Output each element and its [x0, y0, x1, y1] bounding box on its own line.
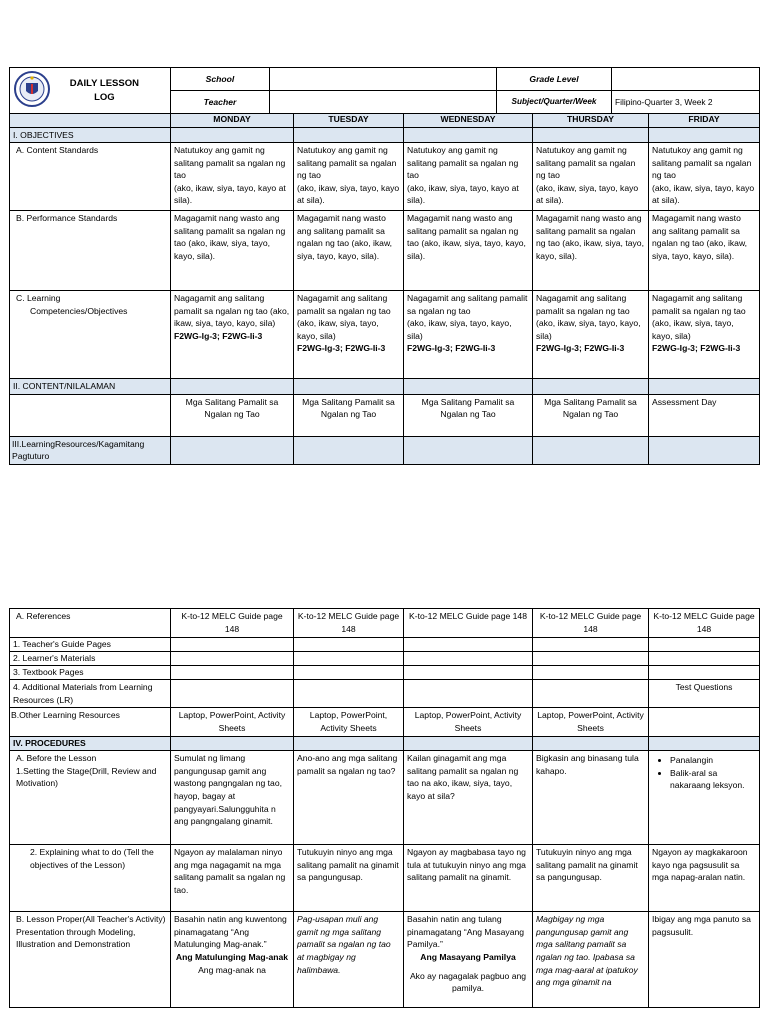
dll-header-table: [9, 67, 760, 114]
competency-code: F2WG-Ig-3; F2WG-Ii-3: [297, 343, 386, 354]
additional-materials-friday: Test Questions: [649, 680, 760, 708]
content-friday: Assessment Day: [649, 394, 760, 436]
story-title: Ang Matulunging Mag-anak: [175, 951, 289, 962]
lesson-proper-friday: Ibigay ang mga panuto sa pagsusulit.: [649, 912, 760, 1008]
content-heading: II. CONTENT/NILALAMAN: [10, 379, 171, 395]
textbook-pages-label: 3. Textbook Pages: [10, 666, 171, 680]
other-resources-tuesday: Laptop, PowerPoint, Activity Sheets: [294, 708, 404, 737]
list-item: • Balik-aral sa nakaraang leksyon.: [670, 767, 756, 792]
lesson-proper-thursday: Magbigay ng mga pangungusap gamit ang mga salitang pamalit sa ngalan ng tao. Ipabasa sa mga mag-aaral at ipatukoy ang mga ginamit na: [533, 912, 649, 1008]
content-wednesday: Mga Salitang Pamalit sa Ngalan ng Tao: [404, 394, 533, 436]
learning-resources-heading: III.LearningResources/Kagamitang Pagtuturo: [10, 436, 171, 464]
competency-friday: Nagagamit ang salitang pamalit sa ngalan ng tao (ako, ikaw, siya, tayo, kayo, sila) F2WG-Ig-3; F2WG-Ii-3: [649, 291, 760, 379]
competency-code: F2WG-Ig-3; F2WG-Ii-3: [174, 330, 263, 341]
performance-standards-tuesday: Magagamit nang wasto ang salitang pamalit sa ngalan ng tao (ako, ikaw, siya, tayo, kayo, sila).: [294, 211, 404, 291]
procedures-heading: IV. PROCEDURES: [10, 737, 171, 751]
learning-competencies-label-line1: C. Learning: [16, 293, 61, 303]
performance-standards-friday: Magagamit nang wasto ang salitang pamalit sa ngalan ng tao (ako, ikaw, siya, tayo, kayo, sila).: [649, 211, 760, 291]
references-tuesday: K-to-12 MELC Guide page 148: [294, 609, 404, 638]
competency-thursday: Nagagamit ang salitang pamalit sa ngalan ng tao (ako, ikaw, siya, tayo, kayo, sila) F2WG-Ig-3; F2WG-Ii-3: [533, 291, 649, 379]
references-thursday: K-to-12 MELC Guide page 148: [533, 609, 649, 638]
before-lesson-thursday: Bigkasin ang binasang tula kahapo.: [533, 751, 649, 845]
content-standards-wednesday: Natutukoy ang gamit ng salitang pamalit sa ngalan ng tao (ako, ikaw, siya, tayo, kayo at sila).: [404, 143, 533, 211]
explaining-thursday: Tutukuyin ninyo ang mga salitang pamalit na ginamit sa pangungusap.: [533, 845, 649, 912]
teacher-value[interactable]: [270, 91, 497, 114]
other-resources-label: B.Other Learning Resources: [10, 708, 171, 737]
content-standards-label: A. Content Standards: [10, 143, 171, 211]
additional-materials-label: 4. Additional Materials from Learning Resources (LR): [10, 680, 171, 708]
explaining-wednesday: Ngayon ay magbabasa tayo ng tula at tutukuyin ninyo ang mga salitang pamalit na ginamit.: [404, 845, 533, 912]
day-friday: FRIDAY: [649, 114, 760, 128]
subject-value[interactable]: Filipino-Quarter 3, Week 2: [612, 91, 760, 114]
content-standards-thursday: Natutukoy ang gamit ng salitang pamalit sa ngalan ng tao (ako, ikaw, siya, tayo, kayo at sila).: [533, 143, 649, 211]
references-friday: K-to-12 MELC Guide page 148: [649, 609, 760, 638]
content-thursday: Mga Salitang Pamalit sa Ngalan ng Tao: [533, 394, 649, 436]
before-lesson-tuesday: Ano-ano ang mga salitang pamalit sa ngalan ng tao?: [294, 751, 404, 845]
dll-objectives-table: [9, 113, 760, 465]
other-resources-wednesday: Laptop, PowerPoint, Activity Sheets: [404, 708, 533, 737]
content-tuesday: Mga Salitang Pamalit sa Ngalan ng Tao: [294, 394, 404, 436]
grade-level-value[interactable]: [612, 68, 760, 91]
other-resources-monday: Laptop, PowerPoint, Activity Sheets: [171, 708, 294, 737]
performance-standards-monday: Magagamit nang wasto ang salitang pamalit sa ngalan ng tao (ako, ikaw, siya, tayo, kayo, sila).: [171, 211, 294, 291]
references-label: A. References: [10, 609, 171, 638]
logo-title-cell: [10, 68, 171, 114]
deped-seal-icon: [12, 70, 52, 112]
content-standards-monday: Natutukoy ang gamit ng salitang pamalit sa ngalan ng tao (ako, ikaw, siya, tayo, kayo at sila).: [171, 143, 294, 211]
explaining-monday: Ngayon ay malalaman ninyo ang mga nagagamit na mga salitang pamalit sa ngalan ng tao.: [171, 845, 294, 912]
content-standards-tuesday: Natutukoy ang gamit ng salitang pamalit sa ngalan ng tao (ako, ikaw, siya, tayo, kayo at sila).: [294, 143, 404, 211]
performance-standards-wednesday: Magagamit nang wasto ang salitang pamalit sa ngalan ng tao (ako, ikaw, siya, tayo, kayo, sila).: [404, 211, 533, 291]
before-lesson-friday: [649, 751, 760, 845]
competency-code: F2WG-Ig-3; F2WG-Ii-3: [536, 343, 625, 354]
school-value[interactable]: [270, 68, 497, 91]
content-monday: Mga Salitang Pamalit sa Ngalan ng Tao: [171, 394, 294, 436]
day-wednesday: WEDNESDAY: [404, 114, 533, 128]
performance-standards-label: B. Performance Standards: [10, 211, 171, 291]
other-resources-thursday: Laptop, PowerPoint, Activity Sheets: [533, 708, 649, 737]
day-thursday: THURSDAY: [533, 114, 649, 128]
dll-title-line1: DAILY LESSON: [69, 77, 139, 89]
competency-tuesday: Nagagamit ang salitang pamalit sa ngalan ng tao (ako, ikaw, siya, tayo, kayo, sila) F2WG-Ig-3; F2WG-Ii-3: [294, 291, 404, 379]
day-header-blank: [10, 114, 171, 128]
poem-title: Ang Masayang Pamilya: [420, 951, 516, 962]
list-item: • Panalangin: [670, 754, 756, 767]
competency-code: F2WG-Ig-3; F2WG-Ii-3: [652, 343, 741, 354]
learners-materials-label: 2. Learner's Materials: [10, 652, 171, 666]
subject-label: Subject/Quarter/Week: [497, 91, 612, 114]
dll-title-line2: LOG: [94, 91, 115, 103]
competency-monday: Nagagamit ang salitang pamalit sa ngalan ng tao (ako, ikaw, siya, tayo, kayo, sila) F2WG-Ig-3; F2WG-Ii-3: [171, 291, 294, 379]
teacher-label: Teacher: [171, 91, 270, 114]
lesson-proper-label: B. Lesson Proper(All Teacher's Activity) Presentation through Modeling, Illustration and Demonstration: [10, 912, 171, 1008]
explaining-label: 2. Explaining what to do (Tell the objectives of the Lesson): [10, 845, 171, 912]
references-wednesday: K-to-12 MELC Guide page 148: [404, 609, 533, 638]
before-lesson-monday: Sumulat ng limang pangungusap gamit ang wastong pangngalan ng tao, hayop, bagay at pangyayari.Salungguhita n ang pangngalang ginamit.: [171, 751, 294, 845]
lesson-proper-wednesday: Basahin natin ang tulang pinamagatang “Ang Masayang Pamilya.” Ang Masayang Pamilya Ako ay nagagalak pagbuo ang pamilya.: [404, 912, 533, 1008]
before-lesson-label: A. Before the Lesson 1.Setting the Stage(Drill, Review and Motivation): [10, 751, 171, 845]
before-lesson-wednesday: Kailan ginagamit ang mga salitang pamalit sa ngalan ng tao na ako, ikaw, siya, tayo, kayo at sila?: [404, 751, 533, 845]
lesson-proper-monday: Basahin natin ang kuwentong pinamagatang “Ang Matulunging Mag-anak.” Ang Matulunging Mag-anak Ang mag-anak na: [171, 912, 294, 1008]
other-resources-friday: [649, 708, 760, 737]
performance-standards-thursday: Magagamit nang wasto ang salitang pamalit sa ngalan ng tao (ako, ikaw, siya, tayo, kayo, sila).: [533, 211, 649, 291]
explaining-tuesday: Tutukuyin ninyo ang mga salitang pamalit na ginamit sa pangungusap.: [294, 845, 404, 912]
grade-level-label: Grade Level: [497, 68, 612, 91]
references-monday: K-to-12 MELC Guide page 148: [171, 609, 294, 638]
competency-code: F2WG-Ig-3; F2WG-Ii-3: [407, 343, 496, 354]
day-tuesday: TUESDAY: [294, 114, 404, 128]
learning-competencies-label-line2: Competencies/Objectives: [30, 305, 128, 316]
dll-procedures-table: [9, 608, 760, 1008]
explaining-friday: Ngayon ay magkakaroon kayo nga pagsusulit sa mga napag-aralan natin.: [649, 845, 760, 912]
objectives-heading: I. OBJECTIVES: [10, 128, 171, 143]
school-label: School: [171, 68, 270, 91]
learning-competencies-label: [10, 291, 171, 379]
lesson-proper-tuesday: Pag-usapan muli ang gamit ng mga salitang pamalit sa ngalan ng tao at magbigay ng halimbawa.: [294, 912, 404, 1008]
day-monday: MONDAY: [171, 114, 294, 128]
content-standards-friday: Natutukoy ang gamit ng salitang pamalit sa ngalan ng tao (ako, ikaw, siya, tayo, kayo at sila).: [649, 143, 760, 211]
competency-wednesday: Nagagamit ang salitang pamalit sa ngalan ng tao (ako, ikaw, siya, tayo, kayo, sila) F2WG-Ig-3; F2WG-Ii-3: [404, 291, 533, 379]
teachers-guide-label: 1. Teacher's Guide Pages: [10, 638, 171, 652]
